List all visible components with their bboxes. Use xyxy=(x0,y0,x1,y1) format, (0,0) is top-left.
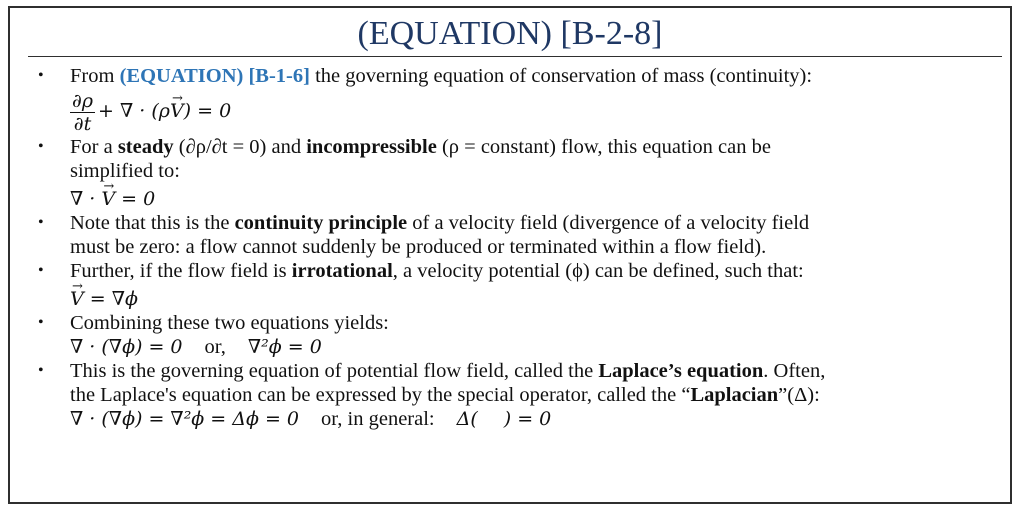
text: For a xyxy=(70,136,118,158)
text-line xyxy=(70,135,994,159)
bullet-continuity-principle xyxy=(32,211,994,259)
text: ”(Δ): xyxy=(778,384,820,406)
equation-text: = 0 xyxy=(115,188,156,210)
text: From xyxy=(70,65,120,87)
bullet-list xyxy=(32,64,994,431)
velocity-vector: → V xyxy=(70,287,84,311)
text: of a velocity field (divergence of a velocity field xyxy=(407,212,810,234)
term-laplacian: Laplacian xyxy=(690,384,779,406)
bullet-continuity xyxy=(32,64,994,135)
equation-text: ) = 0 xyxy=(503,408,552,430)
text-line xyxy=(70,211,994,235)
equation-slide xyxy=(8,6,1012,504)
equation-text: ∇ · xyxy=(70,188,102,210)
bullet-marker: • xyxy=(38,138,44,155)
divergence-equation xyxy=(70,187,994,211)
term-incompressible: incompressible xyxy=(306,136,437,158)
equation-text: ∇ · (∇ϕ) = 0 xyxy=(70,336,183,358)
equation-text: ) = 0 xyxy=(183,100,232,123)
bullet-marker: • xyxy=(38,67,44,84)
term-laplace-equation: Laplace’s equation xyxy=(598,360,764,382)
text-line xyxy=(70,383,994,407)
partial-derivative-fraction xyxy=(70,90,95,135)
text-line xyxy=(70,359,994,383)
text: Further, if the flow field is xyxy=(70,260,292,282)
equation-reference-link[interactable]: (EQUATION) [B-1-6] xyxy=(119,65,310,87)
text: . Often, xyxy=(763,360,826,382)
text: or, in general: xyxy=(321,408,435,430)
slide-title: (EQUATION) [B-2-8] xyxy=(357,15,663,52)
continuity-equation xyxy=(70,90,994,135)
velocity-vector: → V xyxy=(101,187,115,211)
bullet-marker: • xyxy=(38,214,44,231)
text: (ρ = constant) flow, this equation can be xyxy=(436,136,771,158)
title-divider xyxy=(28,56,1002,57)
bullet-irrotational xyxy=(32,259,994,311)
text: the Laplace's equation can be expressed by the special operator, called the “ xyxy=(70,384,691,406)
text: or, xyxy=(204,336,226,358)
bullet-marker: • xyxy=(38,314,44,331)
text: , a velocity potential (ϕ) can be defined, such that: xyxy=(392,260,804,282)
equation-text: Δ( xyxy=(456,408,478,430)
equation-text: + ∇ · (ρ xyxy=(98,100,170,123)
text: (∂ρ/∂t = 0) and xyxy=(173,136,307,158)
equation-text: ∇²ϕ = 0 xyxy=(247,336,322,358)
fraction-denominator: ∂t xyxy=(73,113,92,135)
text: the governing equation of conservation of mass (continuity): xyxy=(309,65,813,87)
bullet-combining xyxy=(32,311,994,359)
bullet-marker: • xyxy=(38,262,44,279)
potential-equation xyxy=(70,287,994,311)
term-continuity-principle: continuity principle xyxy=(234,212,408,234)
text-line xyxy=(70,259,994,283)
equation-text: = ∇ϕ xyxy=(83,288,138,310)
text-line: simplified to: xyxy=(70,160,180,182)
text: Note that this is the xyxy=(70,212,235,234)
combined-equation xyxy=(70,335,994,359)
bullet-marker: • xyxy=(38,362,44,379)
fraction-numerator: ∂ρ xyxy=(72,90,93,112)
equation-text: ∇ · (∇ϕ) = ∇²ϕ = Δϕ = 0 xyxy=(70,408,300,430)
text-line xyxy=(70,64,994,88)
velocity-vector: → V xyxy=(170,99,184,123)
laplace-equation xyxy=(70,407,994,431)
bullet-steady-incompressible xyxy=(32,135,994,211)
bullet-laplace xyxy=(32,359,994,431)
term-steady: steady xyxy=(117,136,174,158)
text: This is the governing equation of potential flow field, called the xyxy=(70,360,599,382)
text-line: must be zero: a flow cannot suddenly be produced or terminated within a flow field). xyxy=(70,236,767,258)
term-irrotational: irrotational xyxy=(291,260,393,282)
text-line: Combining these two equations yields: xyxy=(70,312,389,334)
